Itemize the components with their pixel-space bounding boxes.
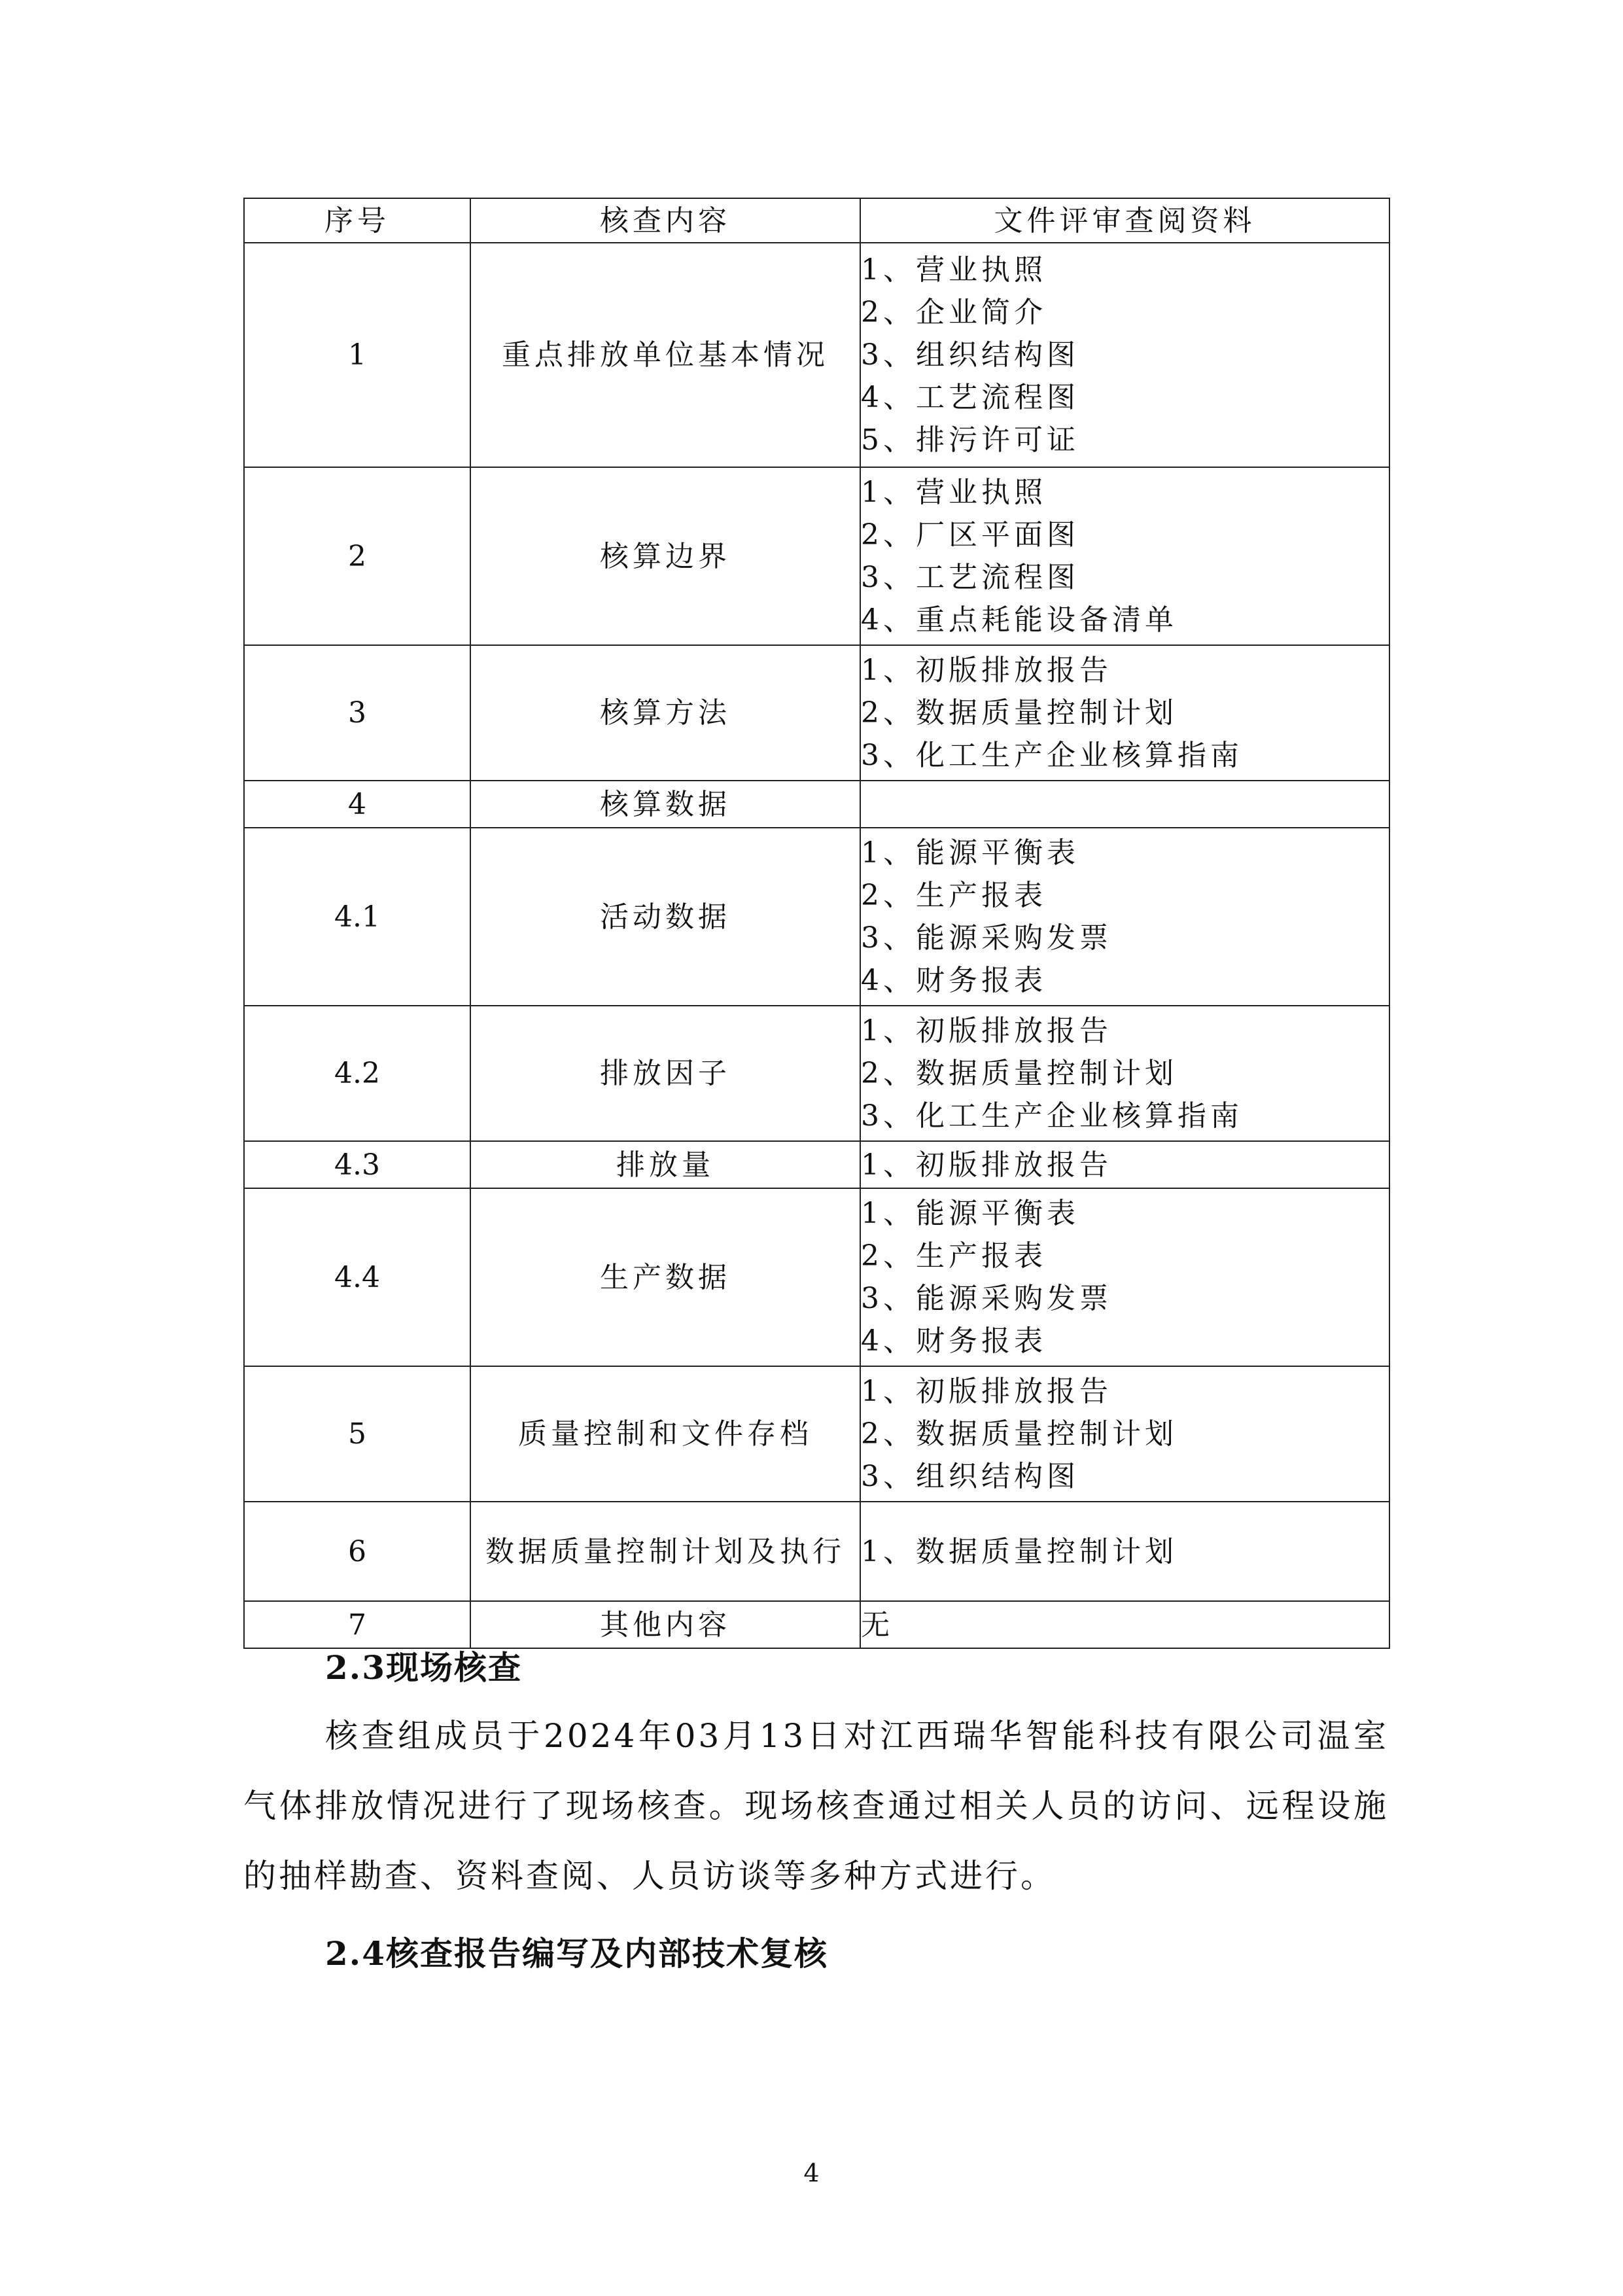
row-check-content: 核算边界 — [470, 467, 860, 645]
row-review-documents — [860, 781, 1389, 828]
document-list-item: 4、重点耗能设备清单 — [861, 603, 1178, 637]
document-list-item: 3、工艺流程图 — [861, 561, 1079, 594]
row-review-documents — [860, 1006, 1389, 1141]
document-list-item: 4、工艺流程图 — [861, 381, 1079, 414]
row-serial-number: 4.2 — [244, 1006, 470, 1141]
row-check-content: 核算方法 — [470, 645, 860, 781]
row-check-content: 排放因子 — [470, 1006, 860, 1141]
row-check-content: 重点排放单位基本情况 — [470, 243, 860, 467]
row-review-documents — [860, 1141, 1389, 1188]
row-review-documents — [860, 645, 1389, 781]
row-check-content: 数据质量控制计划及执行 — [470, 1502, 860, 1601]
document-list-item: 1、数据质量控制计划 — [861, 1534, 1178, 1568]
row-review-documents — [860, 1366, 1389, 1502]
row-serial-number: 4.1 — [244, 828, 470, 1006]
document-list-item: 2、生产报表 — [861, 1239, 1047, 1273]
row-serial-number: 6 — [244, 1502, 470, 1601]
row-serial-number: 3 — [244, 645, 470, 781]
document-list-item: 5、排污许可证 — [861, 423, 1079, 457]
document-list-item: 2、厂区平面图 — [861, 518, 1079, 552]
document-list-item: 1、能源平衡表 — [861, 836, 1079, 870]
table-row — [244, 1188, 1389, 1366]
document-list-item: 4、财务报表 — [861, 964, 1047, 997]
document-list-item: 2、数据质量控制计划 — [861, 1417, 1178, 1451]
row-serial-number: 4.3 — [244, 1141, 470, 1188]
table-row — [244, 467, 1389, 645]
document-list-item: 1、营业执照 — [861, 476, 1047, 509]
document-list-item: 2、企业简介 — [861, 296, 1047, 329]
row-check-content: 其他内容 — [470, 1601, 860, 1648]
document-list-item: 3、组织结构图 — [861, 338, 1079, 372]
row-check-content: 质量控制和文件存档 — [470, 1366, 860, 1502]
header-serial-number: 序号 — [244, 198, 470, 243]
document-list-item: 3、化工生产企业核算指南 — [861, 1099, 1243, 1133]
document-list-item: 3、能源采购发票 — [861, 1282, 1112, 1315]
document-list-item: 1、初版排放报告 — [861, 654, 1112, 687]
row-review-documents — [860, 1502, 1389, 1601]
document-list-item: 1、能源平衡表 — [861, 1197, 1079, 1230]
document-list-item: 3、能源采购发票 — [861, 921, 1112, 955]
table-row — [244, 781, 1389, 828]
row-check-content: 生产数据 — [470, 1188, 860, 1366]
table-row — [244, 645, 1389, 781]
table-row — [244, 243, 1389, 467]
table-row — [244, 1006, 1389, 1141]
header-check-content: 核查内容 — [470, 198, 860, 243]
page-number: 4 — [803, 2159, 820, 2187]
table-row — [244, 828, 1389, 1006]
header-review-documents: 文件评审查阅资料 — [860, 198, 1389, 243]
document-list-item: 4、财务报表 — [861, 1324, 1047, 1358]
table-row — [244, 1502, 1389, 1601]
section-heading-2-4: 2.4核查报告编写及内部技术复核 — [325, 1934, 828, 1973]
row-serial-number: 2 — [244, 467, 470, 645]
document-list-item: 无 — [861, 1608, 894, 1642]
section-2-3-paragraph: 核查组成员于2024年03月13日对江西瑞华智能科技有限公司温室气体排放情况进行了现场核查。现场核查通过相关人员的访问、远程设施的抽样勘查、资料查阅、人员访谈等多种方式进行。 — [243, 1717, 1389, 1895]
row-check-content: 排放量 — [470, 1141, 860, 1188]
row-review-documents — [860, 1188, 1389, 1366]
row-serial-number: 7 — [244, 1601, 470, 1648]
table-body — [244, 243, 1389, 1648]
document-list-item: 2、生产报表 — [861, 879, 1047, 912]
section-heading-2-3: 2.3现场核查 — [325, 1648, 522, 1687]
row-serial-number: 4.4 — [244, 1188, 470, 1366]
row-serial-number: 1 — [244, 243, 470, 467]
table-row — [244, 1601, 1389, 1648]
document-list-item: 3、化工生产企业核算指南 — [861, 739, 1243, 772]
row-serial-number: 5 — [244, 1366, 470, 1502]
row-review-documents — [860, 467, 1389, 645]
table-row — [244, 1366, 1389, 1502]
row-review-documents — [860, 1601, 1389, 1648]
document-list-item: 2、数据质量控制计划 — [861, 696, 1178, 730]
row-serial-number: 4 — [244, 781, 470, 828]
document-list-item: 1、初版排放报告 — [861, 1148, 1112, 1182]
table-row — [244, 1141, 1389, 1188]
row-review-documents — [860, 828, 1389, 1006]
document-list-item: 1、初版排放报告 — [861, 1014, 1112, 1048]
document-list-item: 1、初版排放报告 — [861, 1375, 1112, 1408]
document-list-item: 1、营业执照 — [861, 253, 1047, 287]
row-check-content: 活动数据 — [470, 828, 860, 1006]
table-header-row — [244, 198, 1389, 243]
row-check-content: 核算数据 — [470, 781, 860, 828]
review-table — [243, 198, 1390, 1649]
row-review-documents — [860, 243, 1389, 467]
document-list-item: 3、组织结构图 — [861, 1460, 1079, 1493]
document-list-item: 2、数据质量控制计划 — [861, 1057, 1178, 1090]
